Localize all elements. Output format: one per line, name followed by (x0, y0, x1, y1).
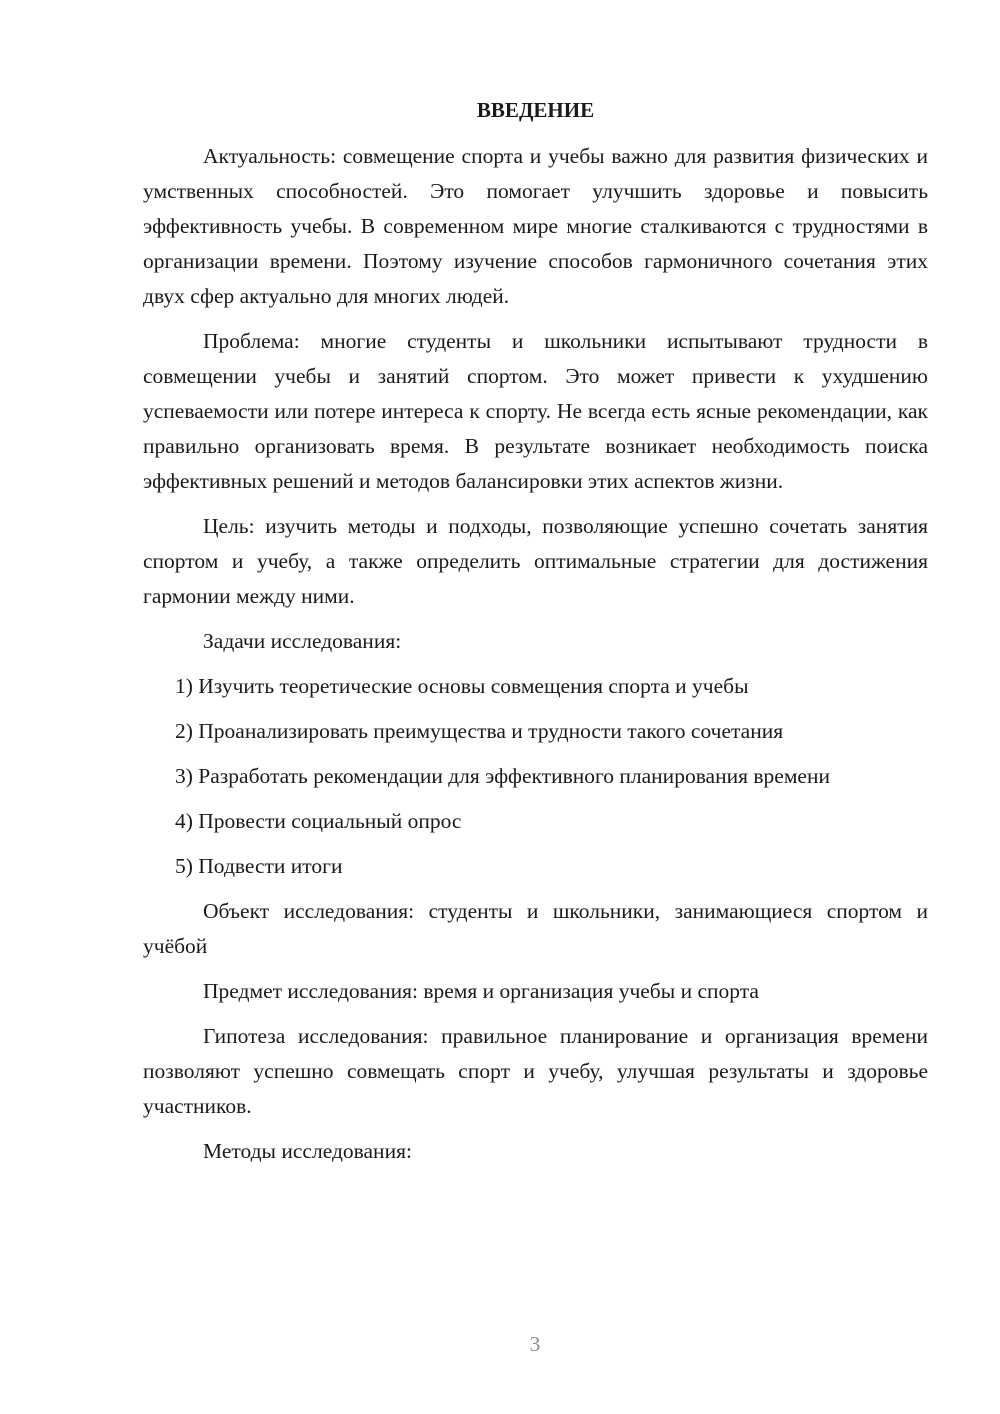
relevance-paragraph: Актуальность: совмещение спорта и учебы важно для развития физических и умственных способностей. Это помогает улучшить здоровье и повысить эффективность учебы. В современном мире многие сталкиваются с трудностями в организации времени. Поэтому изучение способов гармоничного сочетания этих двух сфер актуально для многих людей. (143, 144, 928, 308)
task-item: 3) Разработать рекомендации для эффективного планирования времени (175, 764, 830, 788)
tasks-heading: Задачи исследования: (203, 629, 402, 653)
object-paragraph: Объект исследования: студенты и школьники, занимающиеся спортом и учёбой (143, 899, 928, 958)
task-item: 5) Подвести итоги (175, 854, 343, 878)
task-item: 1) Изучить теоретические основы совмещения спорта и учебы (175, 674, 749, 698)
problem-paragraph: Проблема: многие студенты и школьники испытывают трудности в совмещении учебы и занятий спортом. Это может привести к ухудшению успеваемости или потере интереса к спорту. Не всегда есть ясные рекомендации, как правильно организовать время. В результате возникает необходимость поиска эффективных решений и методов балансировки этих аспектов жизни. (143, 329, 928, 493)
methods-heading: Методы исследования: (203, 1139, 412, 1163)
document-page (143, 95, 928, 1179)
hypothesis-paragraph: Гипотеза исследования: правильное планирование и организация времени позволяют успешно совмещать спорт и учебу, улучшая результаты и здоровье участников. (143, 1024, 928, 1118)
section-title: ВВЕДЕНИЕ (476, 98, 595, 122)
task-item: 2) Проанализировать преимущества и трудности такого сочетания (175, 719, 784, 743)
goal-paragraph: Цель: изучить методы и подходы, позволяющие успешно сочетать занятия спортом и учебу, а также определить оптимальные стратегии для достижения гармонии между ними. (143, 514, 928, 608)
subject-paragraph: Предмет исследования: время и организация учебы и спорта (203, 979, 759, 1003)
task-item: 4) Провести социальный опрос (175, 809, 462, 833)
page-number: 3 (529, 1332, 541, 1356)
